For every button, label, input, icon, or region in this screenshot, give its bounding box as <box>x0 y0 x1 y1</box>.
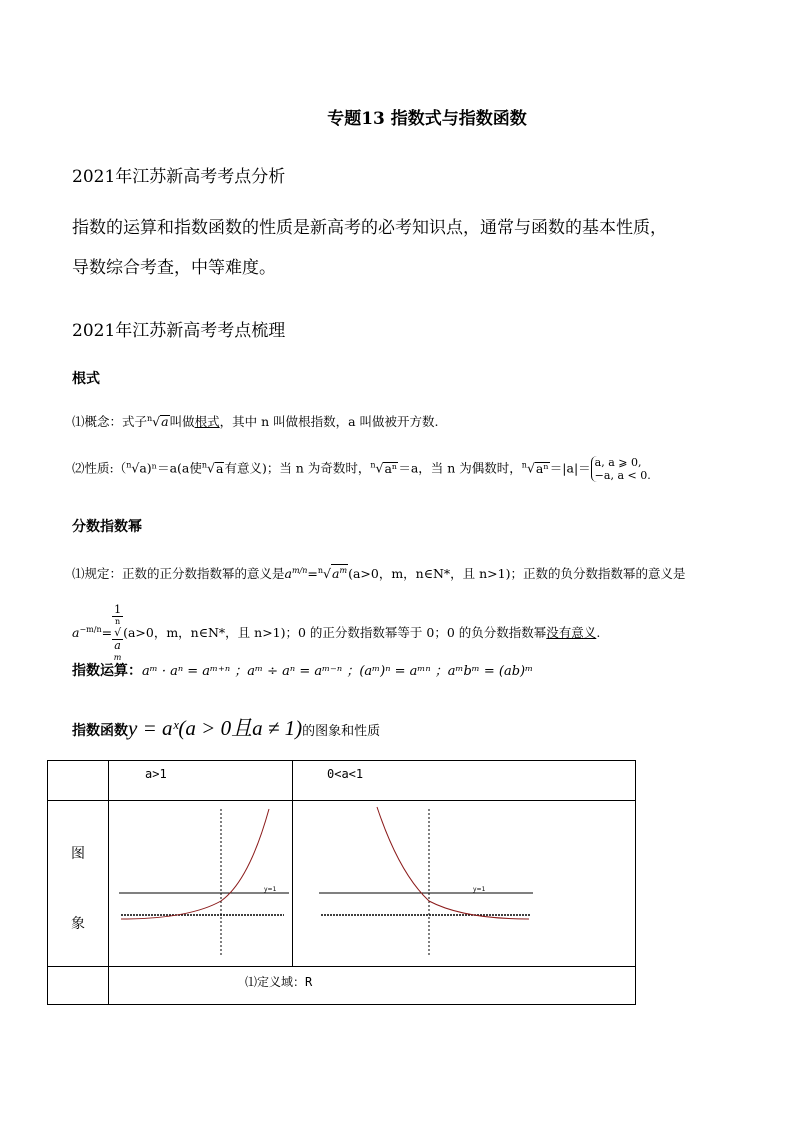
case-1: a, a ⩾ 0, <box>594 456 642 469</box>
rad-body: a <box>161 414 169 429</box>
prop-part4: ＝|a|＝ <box>549 460 591 476</box>
fraction-power-heading: 分数指数幂 <box>72 519 142 535</box>
y1-label-a: y=1 <box>264 886 277 893</box>
expfunc-formula: y = aˣ(a > 0且a ≠ 1) <box>128 716 303 740</box>
table-corner <box>48 761 109 801</box>
header-a-gt-1-text: a>1 <box>145 767 167 781</box>
exponent-ops <box>72 660 533 680</box>
rule-2-term: 没有意义 <box>546 625 597 640</box>
analysis-line-2: 导数综合考查，中等难度。 <box>72 258 276 278</box>
rule-1b: (a>0，m，n∈N*，且 n>1)；正数的负分数指数幂的意义是 <box>348 566 686 582</box>
header-a-lt-1-text: 0<a<1 <box>327 767 364 781</box>
exp-function-line <box>72 712 380 742</box>
domain-row-cell <box>109 967 636 1005</box>
rule-line-2: $a^{-m/n}=$ 1 n √ a m (a>0，m，n∈N*，且 n>1)；0 的正分数指数幂等于 0；0 的负分数指数幂没有意义. <box>72 603 601 662</box>
rule-2b: (a>0，m，n∈N*，且 n>1)；0 的正分数指数幂等于 0；0 的负分数指数幂 <box>123 625 547 640</box>
curve-decreasing <box>377 807 529 919</box>
piecewise-brace <box>591 456 651 482</box>
prop-part3: ＝a，当 n 为偶数时， <box>398 460 522 476</box>
concept-term: 根式 <box>194 414 220 429</box>
ops-formula: aᵐ · aⁿ = aᵐ⁺ⁿ ；aᵐ ÷ aⁿ = aᵐ⁻ⁿ ；(aᵐ)ⁿ = aᵐⁿ ；aᵐbᵐ = (ab)ᵐ <box>142 664 534 679</box>
section-analysis-heading: 2021年江苏新高考考点分析 <box>72 167 286 187</box>
rule-2-end: . <box>596 625 601 640</box>
graph-label-1: 图 <box>71 846 85 862</box>
page-title: 专题13 指数式与指数函数 <box>327 109 527 129</box>
section-summary-heading: 2021年江苏新高考考点梳理 <box>72 321 286 341</box>
analysis-line-1: 指数的运算和指数函数的性质是新高考的必考知识点，通常与函数的基本性质， <box>72 218 667 238</box>
rad-index: n <box>147 413 153 423</box>
curve-increasing <box>121 809 269 919</box>
rule-2a: a <box>72 625 80 640</box>
graph-cell-a-lt-1 <box>293 801 636 967</box>
expfunc-label: 指数函数 <box>72 723 128 739</box>
case-2: −a, a < 0. <box>594 469 651 482</box>
ops-label: 指数运算： <box>72 663 142 679</box>
prop-part2: 有意义)；当 n 为奇数时， <box>224 460 371 476</box>
concept-rest: ，其中 n 叫做根指数，a 叫做被开方数. <box>219 414 439 429</box>
graph-row-label <box>48 801 109 967</box>
rule-1a: ⑴规定：正数的正分数指数幂的意义是 <box>72 566 285 582</box>
rule-line-1: ⑴规定：正数的正分数指数幂的意义是$a^{m/n}=^n√a^m(a>0$，m，n∈N*，且 n>1)；正数的负分数指数幂的意义是 <box>72 566 686 582</box>
radical-concept: ⑴概念：式子$^n$√a叫做根式，其中 n 叫做根指数，a 叫做被开方数. <box>72 413 439 429</box>
expfunc-suffix: 的图象和性质 <box>302 724 381 739</box>
domain-row-label <box>48 967 109 1005</box>
radical-heading: 根式 <box>72 371 100 387</box>
radical-property: ⑵性质:（$^n$√a)ⁿ＝a(a使$^n$√a有意义)；当 n 为奇数时，$^n$√aⁿ＝a，当 n 为偶数时，$^n$√aⁿ＝|a|＝ a, a ⩾ 0, −a, a < 0. <box>72 456 651 482</box>
header-a-lt-1 <box>293 761 636 801</box>
graph-exp-decreasing <box>293 801 635 963</box>
prop-part1: a)ⁿ＝a(a使 <box>139 460 202 476</box>
prop-prefix: ⑵性质:（ <box>72 460 127 476</box>
graph-label-2: 象 <box>71 916 85 932</box>
graph-cell-a-gt-1 <box>109 801 293 967</box>
graph-exp-increasing <box>109 801 292 963</box>
properties-table <box>47 760 636 1005</box>
y1-label-b: y=1 <box>473 886 486 893</box>
concept-mid: 叫做 <box>169 414 195 429</box>
header-a-gt-1 <box>109 761 293 801</box>
domain-text: ⑴定义域：R <box>245 975 313 989</box>
neg-power-fraction: 1 n √ a m <box>113 603 122 662</box>
concept-prefix: ⑴概念：式子 <box>72 414 148 429</box>
